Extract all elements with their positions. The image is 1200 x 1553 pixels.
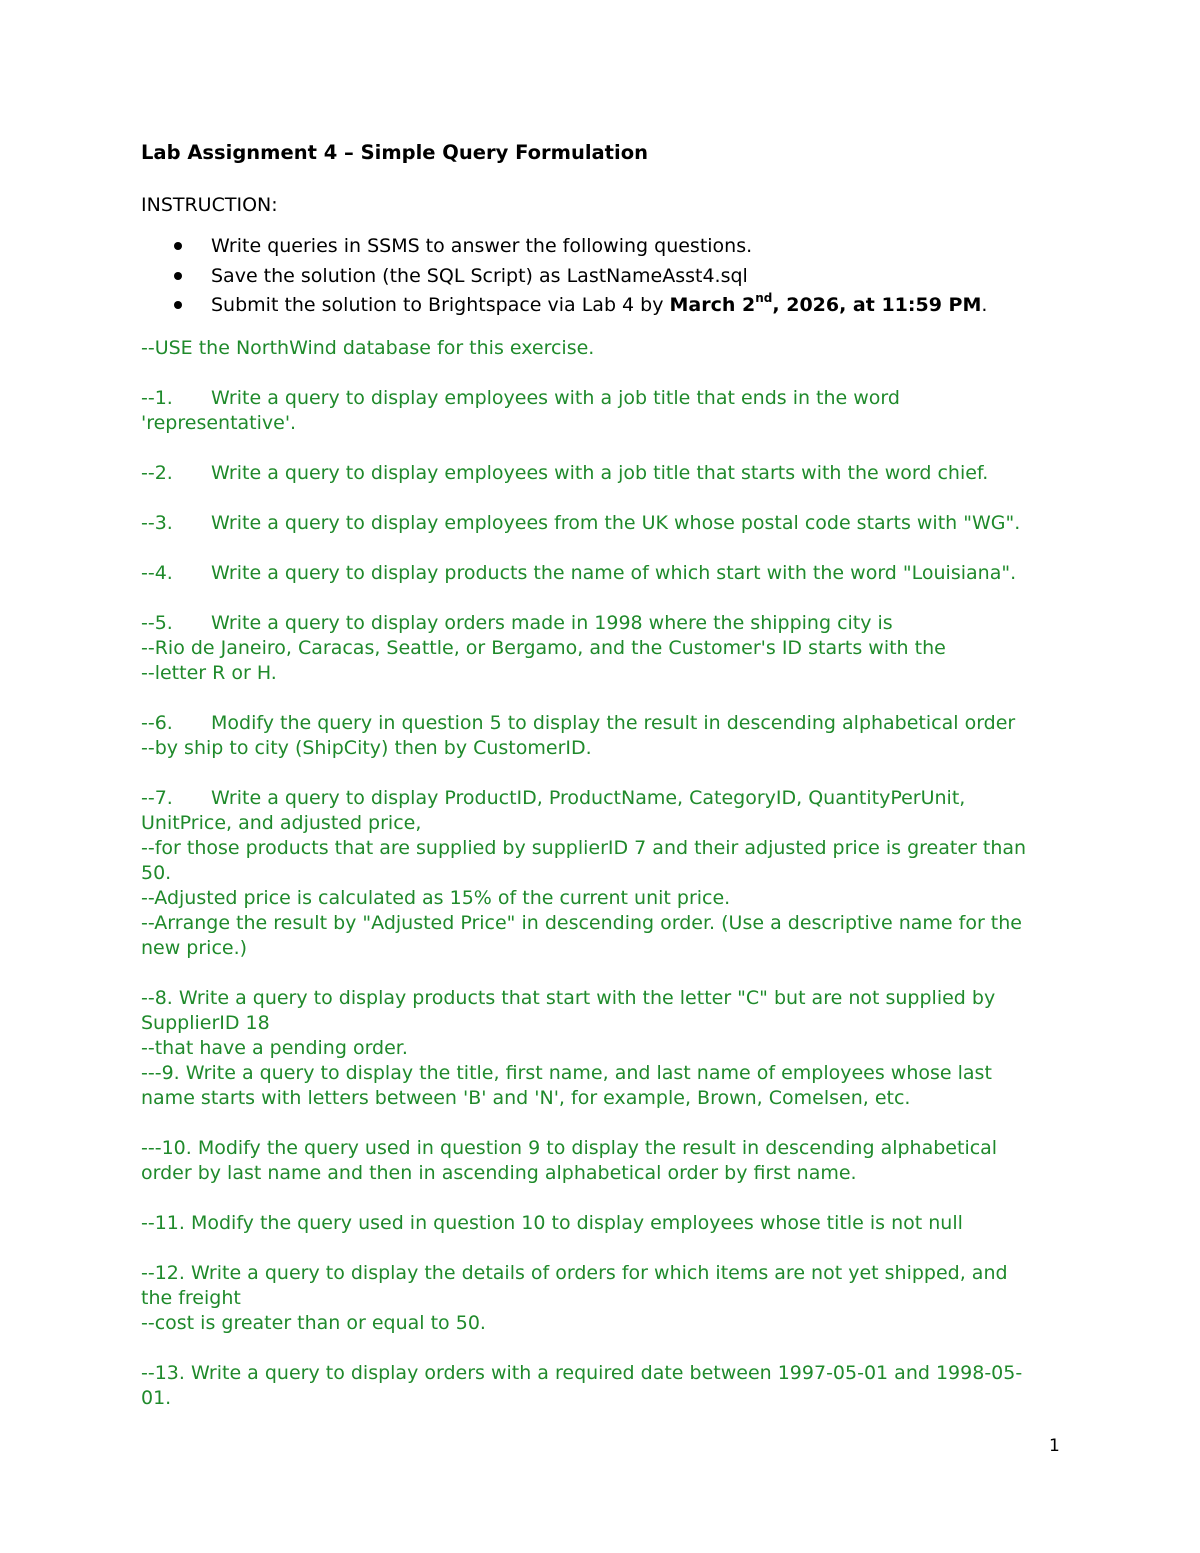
question-6: --6. Modify the query in question 5 to display the result in descending alphabetical order --by ship to city (ShipCity) then by CustomerID. (141, 712, 1016, 759)
question-11: --11. Modify the query used in question 10 to display employees whose title is not null (141, 1212, 963, 1234)
question-9: ---9. Write a query to display the title, first name, and last name of employees whose last name starts with letters between 'B' and 'N', for example, Brown, Comelsen, etc. (141, 1062, 992, 1109)
page-number: 1 (1049, 1436, 1060, 1456)
use-database-line: --USE the NorthWind database for this exercise. (141, 337, 595, 359)
question-7: --7. Write a query to display ProductID, ProductName, CategoryID, QuantityPerUnit, UnitPrice, and adjusted price, --for those products that are supplied by supplierID 7 and their adjusted price is greater than 50. --Adjusted price is calculated as 15% of the current unit price. --Arrange the result by "Adjusted Price" in descending order. (Use a descriptive name for the new price.) (141, 787, 1027, 959)
instruction-item: Save the solution (the SQL Script) as LastNameAsst4.sql (141, 263, 987, 293)
question-12: --12. Write a query to display the details of orders for which items are not yet shipped, and the freight --cost is greater than or equal to 50. (141, 1262, 1008, 1334)
due-date: March 2nd, 2026, at 11:59 PM (669, 290, 982, 316)
question-1: --1. Write a query to display employees with a job title that ends in the word 'representative'. (141, 387, 900, 434)
question-13: --13. Write a query to display orders with a required date between 1997-05-01 and 1998-05- 01. (141, 1362, 1023, 1409)
question-10: ---10. Modify the query used in question 9 to display the result in descending alphabetical order by last name and then in ascending alphabetical order by first name. (141, 1137, 998, 1184)
bullet-icon (174, 242, 182, 250)
bullet-icon (174, 301, 182, 309)
instruction-item: Submit the solution to Brightspace via Lab 4 by March 2nd, 2026, at 11:59 PM. (141, 292, 987, 322)
instruction-item: Write queries in SSMS to answer the following questions. (141, 233, 987, 263)
question-8: --8. Write a query to display products that start with the letter "C" but are not supplied by SupplierID 18 --that have a pending order. (141, 987, 996, 1059)
question-5: --5. Write a query to display orders made in 1998 where the shipping city is --Rio de Janeiro, Caracas, Seattle, or Bergamo, and the Customer's ID starts with the --letter R or H. (141, 612, 946, 684)
question-4: --4. Write a query to display products the name of which start with the word "Louisiana". (141, 562, 1017, 584)
document-title: Lab Assignment 4 – Simple Query Formulation (141, 141, 648, 164)
instruction-label: INSTRUCTION: (141, 194, 278, 216)
question-2: --2. Write a query to display employees with a job title that starts with the word chief. (141, 462, 989, 484)
sql-comment-block (141, 336, 1056, 1411)
bullet-icon (174, 272, 182, 280)
question-3: --3. Write a query to display employees from the UK whose postal code starts with "WG". (141, 512, 1021, 534)
instruction-list (141, 233, 987, 322)
